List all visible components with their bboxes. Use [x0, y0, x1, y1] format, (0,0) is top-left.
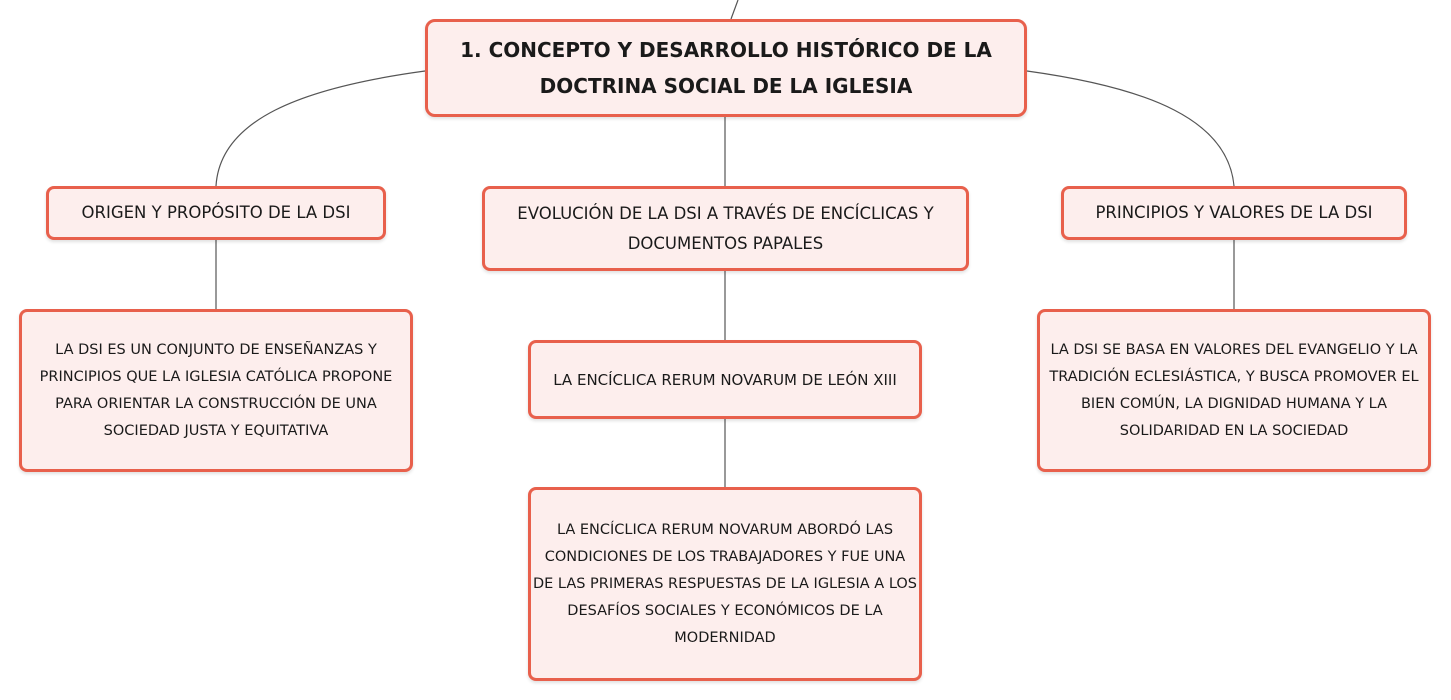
- topic-label-origen: ORIGEN Y PROPÓSITO DE LA DSI: [81, 203, 351, 222]
- topic-node-origen[interactable]: [46, 186, 386, 240]
- connector-parent-root: [731, 0, 738, 19]
- connector-root-origen: [216, 71, 425, 186]
- root-topic-node[interactable]: [425, 19, 1027, 117]
- topic-node-principios[interactable]: [1061, 186, 1407, 240]
- detail-node-principios[interactable]: [1037, 309, 1431, 472]
- detail-node-rerum-novarum[interactable]: [528, 487, 922, 681]
- topic-node-evolucion[interactable]: [482, 186, 969, 271]
- detail-text-principios: LA DSI SE BASA EN VALORES DEL EVANGELIO Y LA TRADICIÓN ECLESIÁSTICA, Y BUSCA PROMOVER EL BIEN COMÚN, LA DIGNIDAD HUMANA Y LA SOLIDARIDAD EN LA SOCIEDAD: [1049, 341, 1419, 439]
- subtopic-node-rerum-novarum[interactable]: [528, 340, 922, 419]
- topic-label-evolucion: EVOLUCIÓN DE LA DSI A TRAVÉS DE ENCÍCLICAS Y DOCUMENTOS PAPALES: [517, 203, 934, 253]
- detail-text-origen: LA DSI ES UN CONJUNTO DE ENSEÑANZAS Y PRINCIPIOS QUE LA IGLESIA CATÓLICA PROPONE PARA ORIENTAR LA CONSTRUCCIÓN DE UNA SOCIEDAD JUSTA Y EQUITATIVA: [39, 341, 393, 439]
- connector-root-principios: [1027, 71, 1234, 186]
- subtopic-label-rerum-novarum: LA ENCÍCLICA RERUM NOVARUM DE LEÓN XIII: [553, 370, 897, 389]
- detail-text-rerum-novarum: LA ENCÍCLICA RERUM NOVARUM ABORDÓ LAS CONDICIONES DE LOS TRABAJADORES Y FUE UNA DE LAS PRIMERAS RESPUESTAS DE LA IGLESIA A LOS DESAFÍOS SOCIALES Y ECONÓMICOS DE LA MODERNIDAD: [532, 521, 918, 646]
- root-topic-title: 1. CONCEPTO Y DESARROLLO HISTÓRICO DE LA DOCTRINA SOCIAL DE LA IGLESIA: [460, 38, 992, 98]
- topic-label-principios: PRINCIPIOS Y VALORES DE LA DSI: [1095, 203, 1373, 222]
- detail-node-origen[interactable]: [19, 309, 413, 472]
